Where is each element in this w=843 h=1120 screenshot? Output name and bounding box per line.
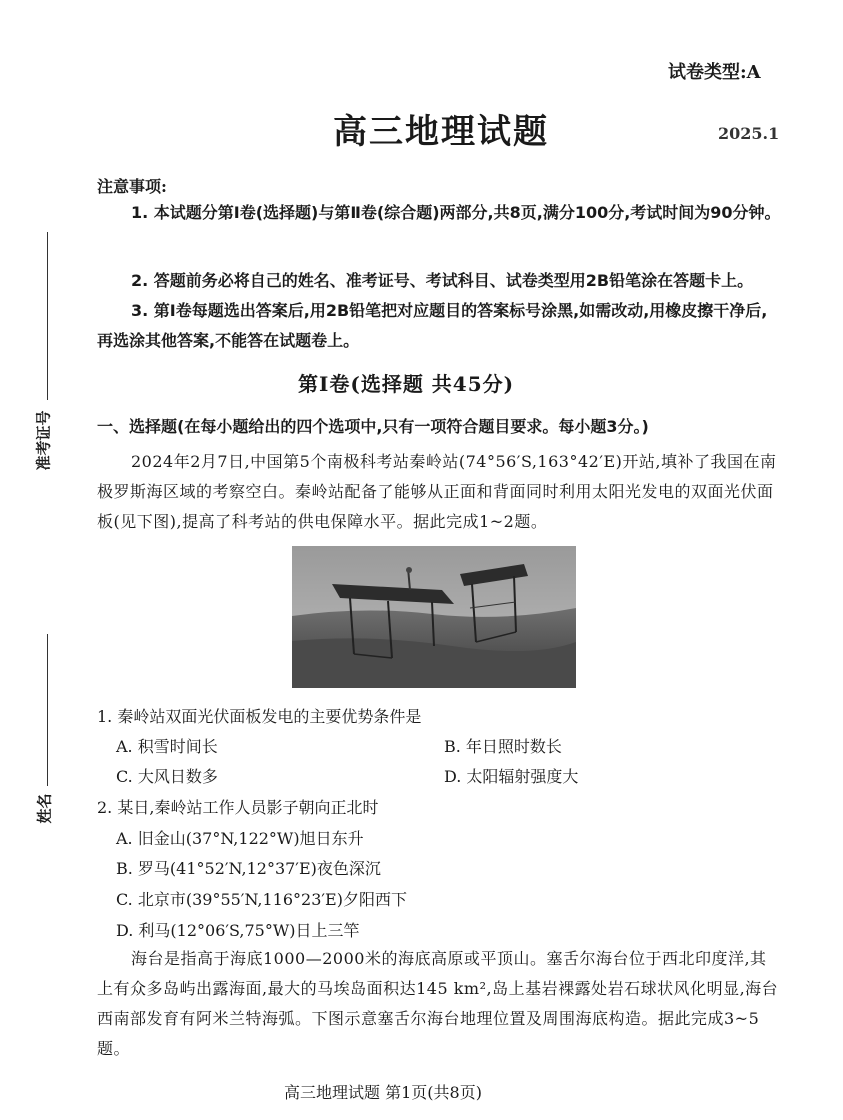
section-title: 第Ⅰ卷(选择题 共45分) bbox=[298, 372, 515, 396]
solar-panel-photo bbox=[292, 546, 576, 688]
question-1-option-b: B. 年日照时数长 bbox=[444, 737, 562, 756]
question-1-option-c: C. 大风日数多 bbox=[116, 767, 218, 786]
question-1-option-a: A. 积雪时间长 bbox=[116, 737, 218, 756]
name-label: 姓名 bbox=[35, 793, 54, 824]
page-footer: 高三地理试题 第1页(共8页) bbox=[284, 1083, 482, 1102]
exam-id-line bbox=[47, 232, 48, 400]
question-2-stem: 2. 某日,秦岭站工作人员影子朝向正北时 bbox=[97, 798, 379, 817]
notice-item-2: 2. 答题前务必将自己的姓名、准考证号、考试科目、试卷类型用2B铅笔涂在答题卡上。 bbox=[131, 271, 754, 290]
notice-heading: 注意事项: bbox=[97, 177, 167, 196]
exam-id-label: 准考证号 bbox=[34, 410, 53, 471]
question-2-option-a: A. 旧金山(37°N,122°W)旭日东升 bbox=[116, 829, 364, 848]
question-2-option-c: C. 北京市(39°55′N,116°23′E)夕阳西下 bbox=[116, 890, 407, 909]
notice-item-1: 1. 本试题分第Ⅰ卷(选择题)与第Ⅱ卷(综合题)两部分,共8页,满分100分,考试时间为90分钟。 bbox=[131, 203, 781, 222]
notice-item-3: 3. 第Ⅰ卷每题选出答案后,用2B铅笔把对应题目的答案标号涂黑,如需改动,用橡皮擦干净后,再选涂其他答案,不能答在试题卷上。 bbox=[97, 301, 768, 350]
part-heading: 一、选择题(在每小题给出的四个选项中,只有一项符合题目要求。每小题3分。) bbox=[97, 417, 649, 436]
passage-2: 海台是指高于海底1000—2000米的海底高原或平顶山。塞舌尔海台位于西北印度洋,其上有众多岛屿出露海面,最大的马埃岛面积达145 km²,岛上基岩裸露处岩石球状风化明显,海台西南部发育有阿米兰特海弧。下图示意塞舌尔海台地理位置及周围海底构造。据此完成3~5题。 bbox=[97, 949, 779, 1058]
question-2-option-b: B. 罗马(41°52′N,12°37′E)夜色深沉 bbox=[116, 859, 381, 878]
exam-date: 2025.1 bbox=[718, 124, 780, 143]
name-line bbox=[47, 634, 48, 786]
question-1-stem: 1. 秦岭站双面光伏面板发电的主要优势条件是 bbox=[97, 707, 422, 726]
question-2-option-d: D. 利马(12°06′S,75°W)日上三竿 bbox=[116, 921, 360, 940]
exam-type: 试卷类型:A bbox=[668, 62, 761, 83]
passage-1: 2024年2月7日,中国第5个南极科考站秦岭站(74°56′S,163°42′E)开站,填补了我国在南极罗斯海区域的考察空白。秦岭站配备了能够从正面和背面同时利用太阳光发电的双面光伏面板(见下图),提高了科考站的供电保障水平。据此完成1~2题。 bbox=[97, 452, 777, 531]
page-title: 高三地理试题 bbox=[333, 112, 549, 152]
question-1-option-d: D. 太阳辐射强度大 bbox=[444, 767, 579, 786]
